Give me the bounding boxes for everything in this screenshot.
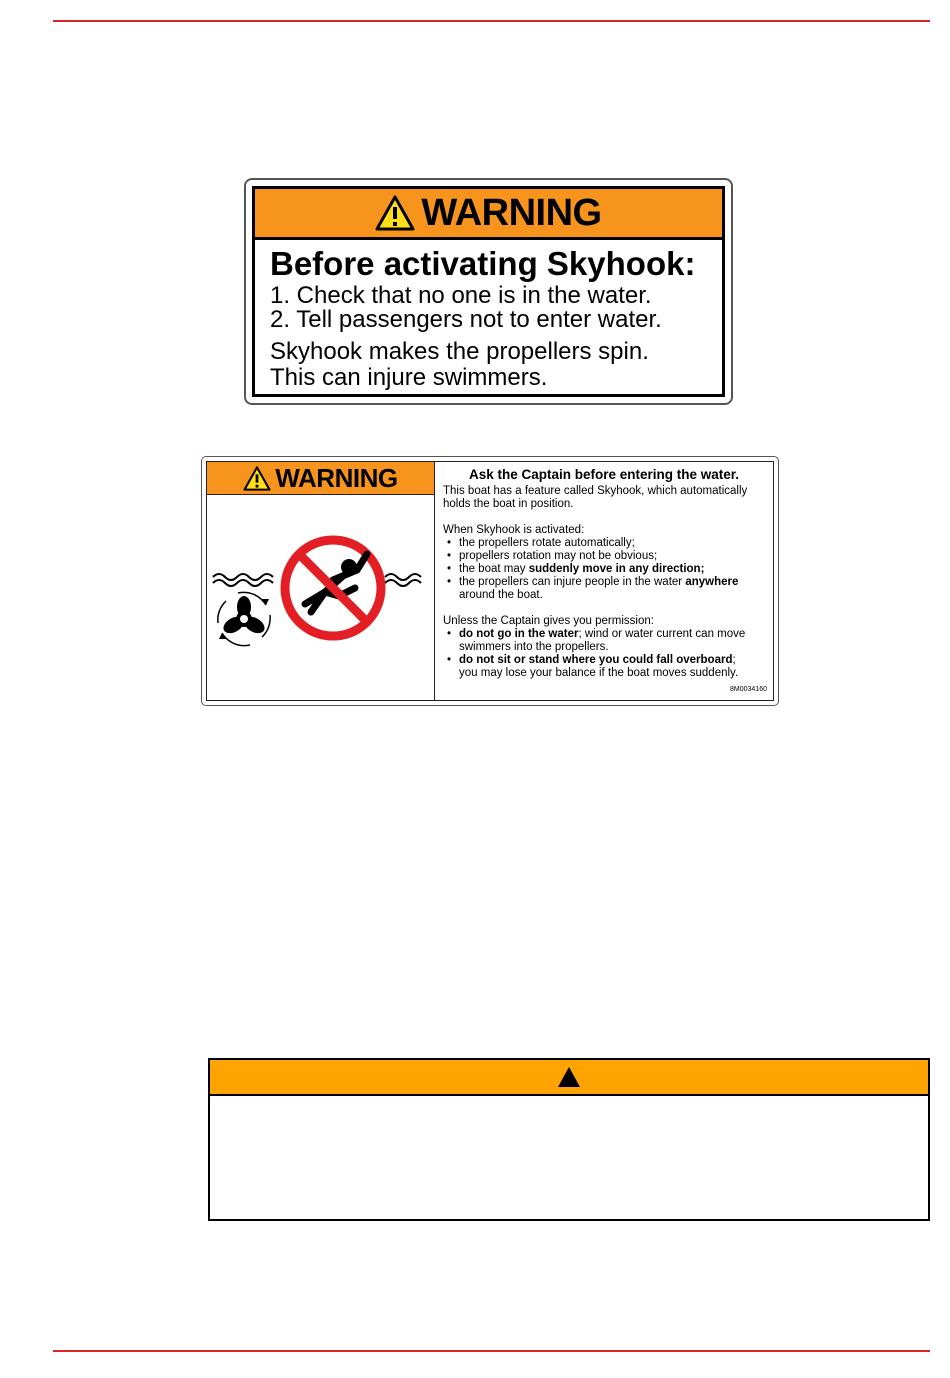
list-item: • propellers rotation may not be obvious; <box>443 550 765 563</box>
note-1: Skyhook makes the propellers spin. <box>270 338 649 365</box>
step-2: 2. Tell passengers not to enter water. <box>270 306 662 333</box>
permission-heading: Unless the Captain gives you permission: <box>443 615 654 627</box>
warning-heading: WARNING <box>275 462 398 493</box>
label-title: Before activating Skyhook: <box>270 245 696 282</box>
part-number: 8M0034160 <box>730 686 767 693</box>
list-item: • the propellers rotate automatically; <box>443 537 765 550</box>
footer-rule <box>53 1350 930 1352</box>
list-item: • do not sit or stand where you could fall overboard; you may lose your balance if the boat moves suddenly. <box>443 654 765 680</box>
activated-list <box>443 537 765 602</box>
warning-triangle-icon <box>375 195 415 231</box>
warning-header <box>207 462 434 495</box>
skyhook-warning-label <box>244 178 733 405</box>
note-2: This can injure swimmers. <box>270 364 548 391</box>
swimmer-warning-label <box>201 456 779 706</box>
list-item: • the boat may suddenly move in any direction; <box>443 563 765 576</box>
warning-box-header <box>210 1060 928 1096</box>
warning-triangle-icon <box>557 1066 581 1088</box>
intro-line-1: This boat has a feature called Skyhook, which automatically <box>443 485 748 497</box>
header-rule <box>53 20 930 22</box>
warning-box <box>208 1058 930 1221</box>
propeller-icon <box>218 592 270 645</box>
intro-line-2: holds the boat in position. <box>443 498 574 510</box>
step-1: 1. Check that no one is in the water. <box>270 282 652 309</box>
permission-list <box>443 628 765 680</box>
label-title: Ask the Captain before entering the water. <box>468 467 740 482</box>
warning-header <box>255 189 722 240</box>
warning-triangle-icon <box>243 466 271 491</box>
warning-heading: WARNING <box>421 191 602 234</box>
no-swimming-pictogram <box>207 496 434 700</box>
list-item: • the propellers can injure people in the water anywhere around the boat. <box>443 576 765 602</box>
prohibition-icon <box>285 540 381 636</box>
activated-heading: When Skyhook is activated: <box>443 524 585 536</box>
list-item: • do not go in the water; wind or water current can move swimmers into the propellers. <box>443 628 765 654</box>
